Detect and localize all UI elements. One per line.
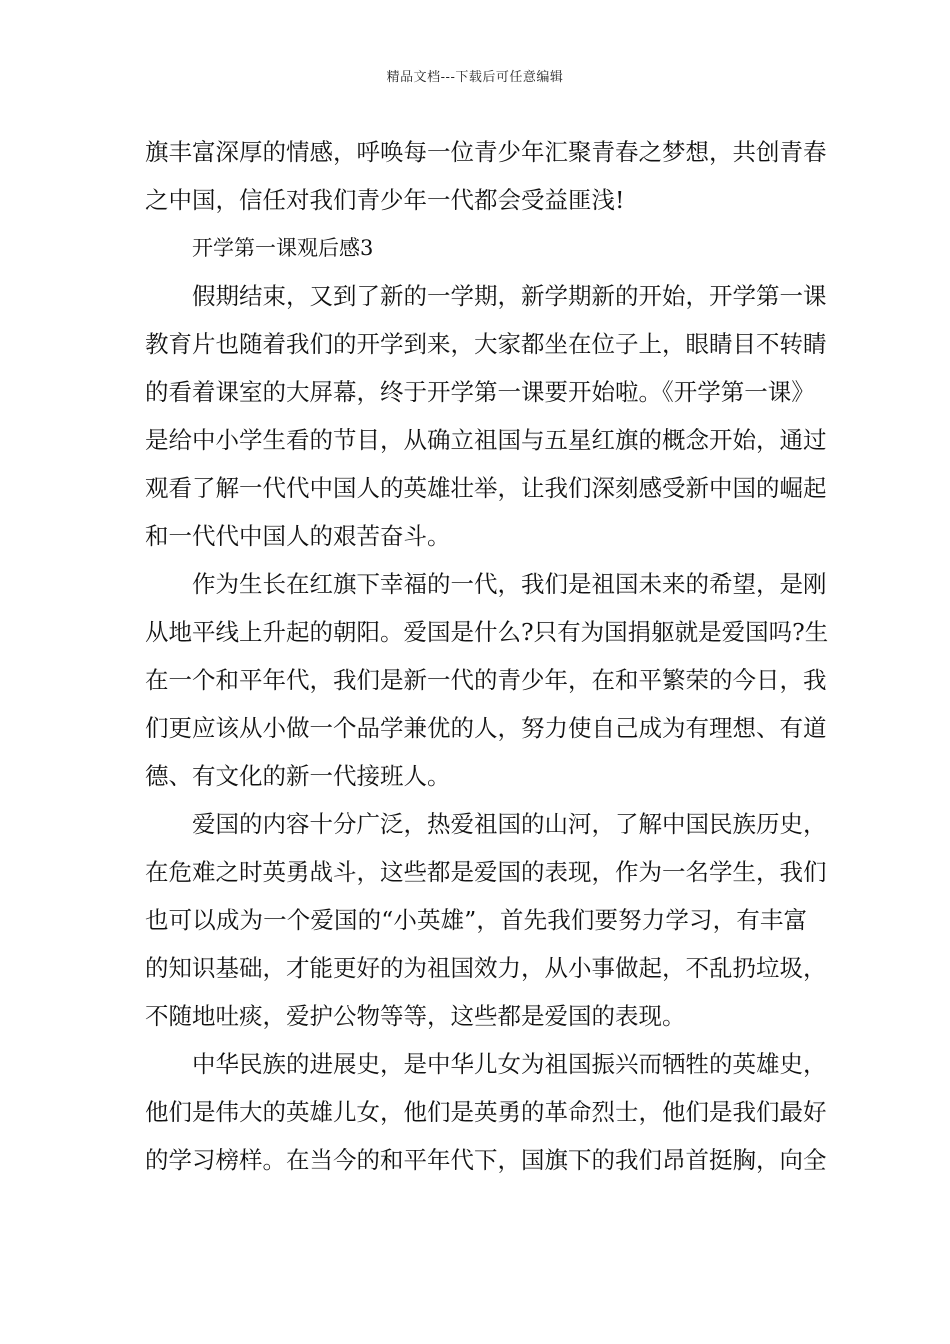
text-line: 的知识基础，才能更好的为祖国效力，从小事做起，不乱扔垃圾， <box>145 954 827 982</box>
paragraph <box>145 272 827 560</box>
paragraph <box>145 128 827 224</box>
paragraph <box>145 800 827 1040</box>
paragraph <box>145 560 829 800</box>
text-line: 之中国，信任对我们青少年一代都会受益匪浅! <box>145 186 625 214</box>
text-line: 们更应该从小做一个品学兼优的人，努力使自己成为有理想、有道 <box>145 714 827 742</box>
text-line: 是给中小学生看的节目，从确立祖国与五星红旗的概念开始，通过 <box>145 426 827 454</box>
text-line: 他们是伟大的英雄儿女，他们是英勇的革命烈士，他们是我们最好 <box>145 1098 827 1126</box>
text-line: 旗丰富深厚的情感，呼唤每一位青少年汇聚青春之梦想，共创青春 <box>145 138 827 166</box>
text-line: 和一代代中国人的艰苦奋斗。 <box>145 522 451 550</box>
text-line: 作为生长在红旗下幸福的一代，我们是祖国未来的希望，是刚 <box>192 570 827 598</box>
section-title-text: 开学第一课观后感3 <box>192 236 374 260</box>
text-line: 的看着课室的大屏幕，终于开学第一课要开始啦。《开学第一课》 <box>145 378 815 406</box>
text-line: 爱国的内容十分广泛，热爱祖国的山河，了解中国民族历史， <box>192 810 827 838</box>
document-body <box>145 128 829 1184</box>
text-line: 不随地吐痰，爱护公物等等，这些都是爱国的表现。 <box>145 1002 686 1030</box>
text-line: 教育片也随着我们的开学到来，大家都坐在位子上，眼睛目不转睛 <box>145 330 827 358</box>
section-title <box>145 224 807 272</box>
text-line: 假期结束，又到了新的一学期，新学期新的开始，开学第一课 <box>192 282 827 310</box>
text-line: 中华民族的进展史，是中华儿女为祖国振兴而牺牲的英雄史， <box>192 1050 827 1078</box>
text-line: 也可以成为一个爱国的“小英雄”，首先我们要努力学习，有丰富 <box>145 906 807 934</box>
text-line: 在一个和平年代，我们是新一代的青少年，在和平繁荣的今日，我 <box>145 666 827 694</box>
text-line: 德、有文化的新一代接班人。 <box>145 762 451 790</box>
text-line: 的学习榜样。在当今的和平年代下，国旗下的我们昂首挺胸，向全 <box>145 1146 827 1174</box>
paragraph <box>145 1040 827 1184</box>
text-line: 从地平线上升起的朝阳。爱国是什么?只有为国捐躯就是爱国吗?生 <box>145 618 829 646</box>
text-line: 观看了解一代代中国人的英雄壮举，让我们深刻感受新中国的崛起 <box>145 474 827 502</box>
page-header: 精品文档---下载后可任意编辑 <box>386 70 564 85</box>
text-line: 在危难之时英勇战斗，这些都是爱国的表现，作为一名学生，我们 <box>145 858 827 886</box>
